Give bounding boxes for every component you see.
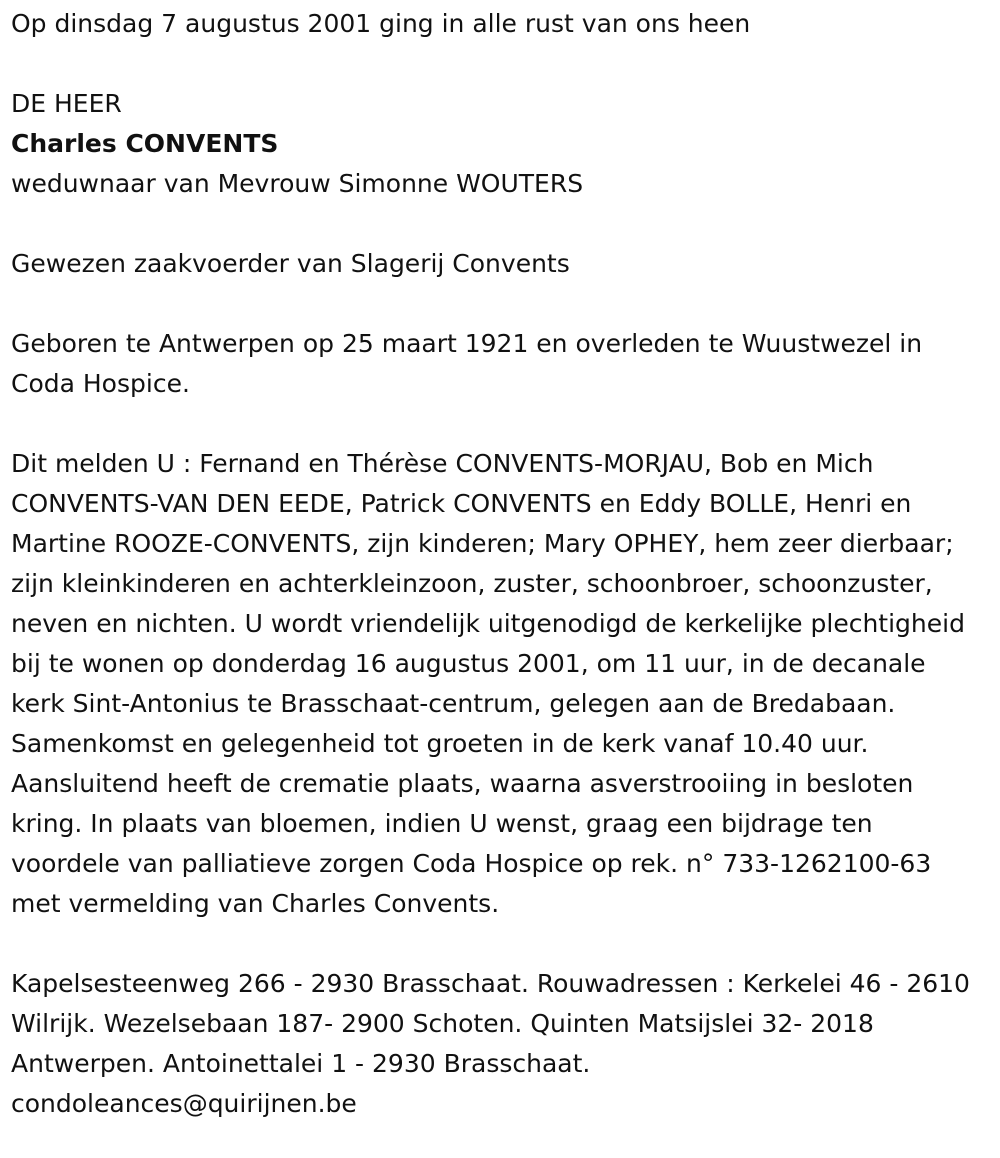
death-notice xyxy=(11,4,991,1124)
spacer xyxy=(11,404,991,444)
addresses-paragraph: Kapelsesteenweg 266 - 2930 Brasschaat. Rouwadressen : Kerkelei 46 - 2610 Wilrijk. Wezelsebaan 187- 2900 Schoten. Quinten Matsijslei 32- 2018 Antwerpen. Antoinettalei 1 - 2930 Brasschaat. xyxy=(11,969,970,1078)
email-link[interactable]: condoleances@quirijnen.be xyxy=(11,1089,357,1118)
spacer xyxy=(11,44,991,84)
salutation: DE HEER xyxy=(11,89,122,118)
occupation-line: Gewezen zaakvoerder van Slagerij Convents xyxy=(11,249,570,278)
spacer xyxy=(11,924,991,964)
spacer xyxy=(11,204,991,244)
announcement-paragraph: Dit melden U : Fernand en Thérèse CONVENTS-MORJAU, Bob en Mich CONVENTS-VAN DEN EEDE, Patrick CONVENTS en Eddy BOLLE, Henri en Martine ROOZE-CONVENTS, zijn kinderen; Mary OPHEY, hem zeer dierbaar; zijn kleinkinderen en achterkleinzoon, zuster, schoonbroer, schoonzuster, neven en nichten. U wordt vriendelijk uitgenodigd de kerkelijke plechtigheid bij te wonen op donderdag 16 augustus 2001, om 11 uur, in de decanale kerk Sint-Antonius te Brasschaat-centrum, gelegen aan de Bredabaan. Samenkomst en gelegenheid tot groeten in de kerk vanaf 10.40 uur. Aansluitend heeft de crematie plaats, waarna asverstrooiing in besloten kring. In plaats van bloemen, indien U wenst, graag een bijdrage ten voordele van palliatieve zorgen Coda Hospice op rek. n° 733-1262100-63 met vermelding van Charles Convents. xyxy=(11,449,965,918)
birth-death-paragraph: Geboren te Antwerpen op 25 maart 1921 en overleden te Wuustwezel in Coda Hospice. xyxy=(11,329,923,398)
email-line xyxy=(11,1084,991,1124)
intro-line: Op dinsdag 7 augustus 2001 ging in alle rust van ons heen xyxy=(11,9,751,38)
widower-line: weduwnaar van Mevrouw Simonne WOUTERS xyxy=(11,169,584,198)
deceased-name: Charles CONVENTS xyxy=(11,129,279,158)
spacer xyxy=(11,284,991,324)
